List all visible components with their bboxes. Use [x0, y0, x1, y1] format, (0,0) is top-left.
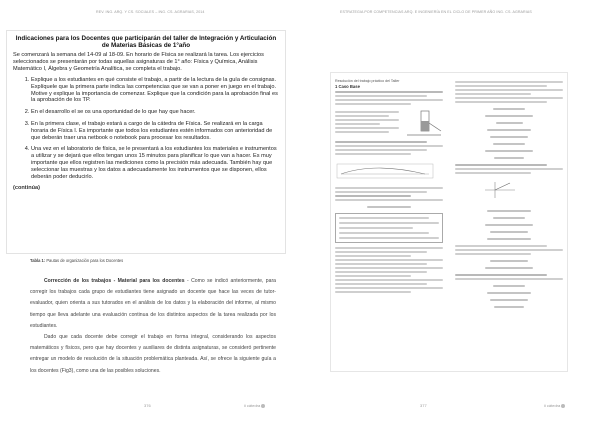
solution-figure — [330, 72, 568, 372]
running-header: ESTRATEGIA POR COMPETENCIAS ARQ. E INGENIERÍA EN EL CICLO DE PRIMER AÑO ING. CS. AGRARIAS — [340, 10, 532, 14]
right-page — [300, 0, 600, 424]
figure-intro: Se comenzará la semana del 14-09 al 18-09. En horario de Física se realizará la tarea. Los ejercicios seleccionados se presentarán por todas aquellas asignaturas de 1° año: Física y Química, Análisis Matemático I, Álgebra y Geometría Analítica, se completa el trabajo. — [13, 52, 264, 73]
table-caption — [30, 258, 123, 263]
figure-subtitle: 1 Caso Base — [335, 84, 360, 89]
brand-logo-icon — [261, 404, 265, 408]
ramp-diagram-icon — [405, 109, 443, 139]
note-box — [335, 213, 443, 243]
projectile-diagram-icon — [335, 160, 435, 180]
list-item: 3. En la primera clase, el trabajo estará a cargo de la cátedra de Física. Se realizará en la carga horaria de Física I. Es importante que todos los estudiantes estén informados con anterioridad de que deberán traer una netbook o notebook para procesar los resultados. — [31, 121, 279, 141]
footer-brand — [244, 403, 265, 408]
diagram-block — [335, 109, 443, 139]
instructions-list — [13, 77, 279, 181]
figure-column-left — [335, 79, 443, 295]
vector-diagram-icon — [455, 178, 555, 200]
running-header: REV. ING. ARQ. Y CS. SOCIALES – ING. CS. AGRARIAS, 2014 — [96, 10, 205, 14]
body-text — [30, 276, 276, 377]
figure-column-right — [455, 79, 563, 313]
page-number: 377 — [420, 403, 427, 408]
figure-title: Resolución del trabajo práctico del Taller — [335, 79, 400, 83]
brand-logo-icon — [561, 404, 565, 408]
paragraph-heading: Corrección de los trabajos - Material para los docentes — [44, 278, 185, 284]
figure-title: Indicaciones para los Docentes que participarán del taller de Integración y Articulación de Materias Básicas de 1°año — [15, 35, 277, 50]
footer-brand-text: ii cátedra — [244, 403, 261, 408]
caption-label: Tabla 1: — [30, 258, 46, 263]
continued-note: (continúa) — [13, 185, 41, 192]
paragraph: Dado que cada docente debe corregir el trabajo en forma integral, considerando los aspectos matemáticos y físicos, pero que hay docentes y auxiliares de distinta asignaturas, se consideró pertinente entregar un modelo de resolución de la situación problemática planteada. Así, se ofrece la siguiente guía a los docentes (Fig3), como una de las posibles soluciones. — [30, 334, 276, 374]
list-item: 1. Explique a los estudiantes en qué consiste el trabajo, a partir de la lectura de la guía de consignas. Explíquele que la primera parte indica las competencias que se van a poner en juego en el trabajo. Motive y explique la importancia de comenzar. Explique que la condición para la aprobación final es la aprobación de los TP. — [31, 77, 279, 104]
page-number: 376 — [144, 403, 151, 408]
paragraph-text: - Como se indicó anteriormente, para corregir los trabajos cada grupo de estudiantes tiene asignado un docente que hace las veces de tutor-evaluador, quien orienta a sus tutorados en el análisis de los datos y la elaboración del informe, al mismo tiempo que lleva adelante una evaluación continua de los distintos aspectos de la tarea realizada por los estudiantes. — [30, 278, 276, 329]
footer-brand — [544, 403, 565, 408]
instructions-figure — [6, 30, 286, 254]
footer-brand-text: ii cátedra — [544, 403, 561, 408]
list-item: 2. En el desarrollo el se os una oportunidad de lo que hay que hacer. — [31, 109, 279, 116]
caption-text: Pautas de organización para los Docentes — [46, 258, 124, 263]
paragraph — [30, 276, 276, 332]
list-item: 4. Una vez en el laboratorio de física, se le presentará a los estudiantes los materiales e instrumentos a utilizar y se dejará que ellos tengan unos 15 minutos para planificar lo que van a hacer. Es muy importante que ellos registren las mediciones como la precisión más adecuada. También hay que seleccionar las muestras y los datos a adecuadamente los instrumentos que se disponen, ellos deberán poder deducirlo. — [31, 146, 279, 180]
